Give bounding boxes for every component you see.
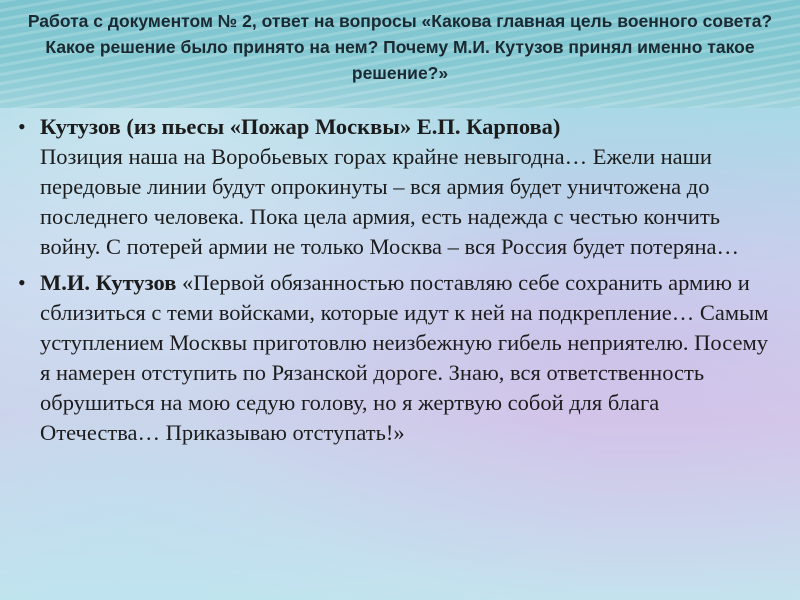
bullet-list xyxy=(14,112,780,448)
item-text: «Первой обязанностью поставляю себе сохранить армию и сблизиться с теми войсками, которые идут к ней на подкрепление… Самым уступлением Москвы приготовлю неизбежную гибель неприятелю. Посему я намерен отступить по Рязанской дороге. Знаю, вся ответственность обрушиться на мою седую голову, но я жертвую собой для блага Отечества… Приказываю отступать!» xyxy=(40,270,769,445)
item-heading: Кутузов (из пьесы «Пожар Москвы» Е.П. Карпова) xyxy=(40,114,561,139)
bullet-icon: • xyxy=(18,114,26,139)
item-heading: М.И. Кутузов xyxy=(40,270,177,295)
list-item xyxy=(14,268,780,448)
bullet-icon: • xyxy=(18,270,26,295)
list-item xyxy=(14,112,780,262)
slide-content xyxy=(0,112,800,600)
item-text: Позиция наша на Воробьевых горах крайне невыгодна… Ежели наши передовые линии будут опрокинуты – вся армия будет уничтожена до последнего человека. Пока цела армия, есть надежда с честью кончить войну. С потерей армии не только Москва – вся Россия будет потеряна… xyxy=(40,144,739,259)
slide-title: Работа с документом № 2, ответ на вопросы «Какова главная цель военного совета? Какое решение было принято на нем? Почему М.И. Кутузов принял именно такое решение?» xyxy=(27,11,773,83)
slide-header xyxy=(0,0,800,108)
